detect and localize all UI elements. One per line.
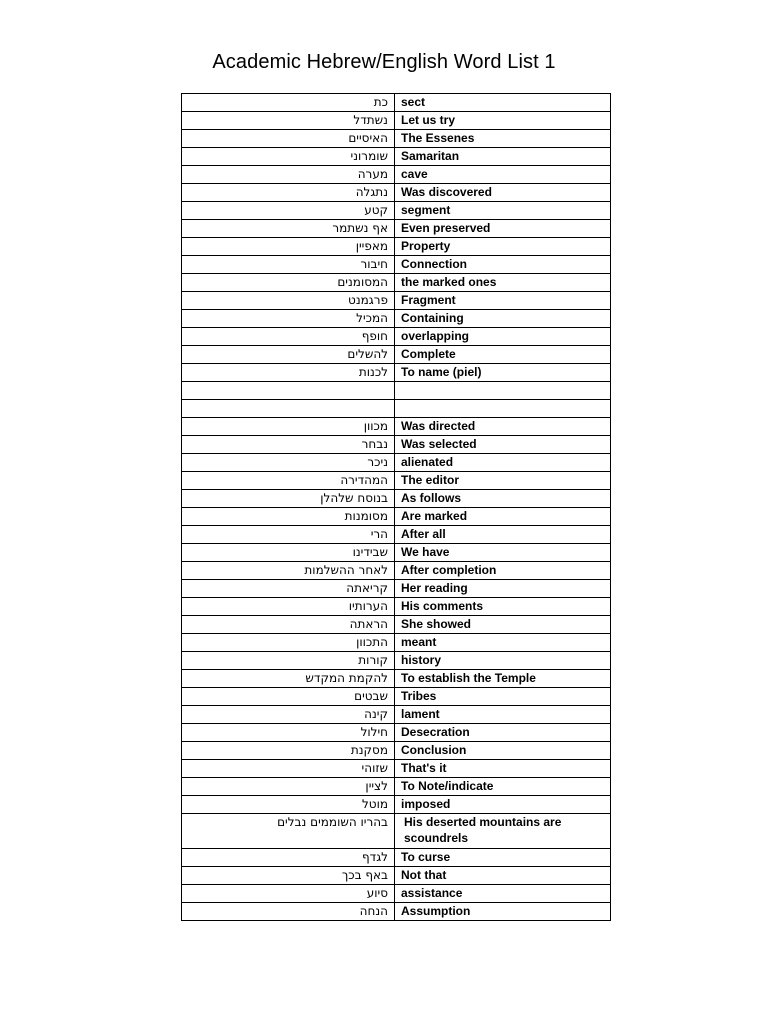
english-translation-cell: Was directed xyxy=(395,418,611,436)
table-row xyxy=(182,436,611,454)
english-translation-cell: history xyxy=(395,652,611,670)
table-row xyxy=(182,778,611,796)
table-row xyxy=(182,346,611,364)
table-row xyxy=(182,184,611,202)
hebrew-term-cell: מאפיין xyxy=(182,238,395,256)
english-translation-cell: Are marked xyxy=(395,508,611,526)
table-row xyxy=(182,94,611,112)
table-row xyxy=(182,814,611,849)
table-row xyxy=(182,652,611,670)
page-title: Academic Hebrew/English Word List 1 xyxy=(212,51,556,73)
hebrew-term-cell: שבטים xyxy=(182,688,395,706)
table-row xyxy=(182,544,611,562)
hebrew-term-cell: ניכר xyxy=(182,454,395,472)
table-row xyxy=(182,508,611,526)
table-row xyxy=(182,274,611,292)
english-translation-cell: Her reading xyxy=(395,580,611,598)
english-translation-cell: The Essenes xyxy=(395,130,611,148)
table-row xyxy=(182,562,611,580)
hebrew-term-cell: מסומנות xyxy=(182,508,395,526)
table-row xyxy=(182,526,611,544)
table-row xyxy=(182,166,611,184)
table-row xyxy=(182,472,611,490)
table-row xyxy=(182,670,611,688)
english-translation-cell: Complete xyxy=(395,346,611,364)
table-row xyxy=(182,202,611,220)
hebrew-term-cell: חופף xyxy=(182,328,395,346)
hebrew-term-cell: לכנות xyxy=(182,364,395,382)
hebrew-term-cell: הרי xyxy=(182,526,395,544)
table-row xyxy=(182,598,611,616)
english-translation-cell xyxy=(395,400,611,418)
table-row xyxy=(182,310,611,328)
english-translation-cell: The editor xyxy=(395,472,611,490)
english-translation-cell: overlapping xyxy=(395,328,611,346)
hebrew-term-cell: מכוון xyxy=(182,418,395,436)
hebrew-term-cell: חיבור xyxy=(182,256,395,274)
table-row xyxy=(182,760,611,778)
hebrew-term-cell: מערה xyxy=(182,166,395,184)
table-row xyxy=(182,490,611,508)
hebrew-term-cell: קינה xyxy=(182,706,395,724)
english-translation-cell: To curse xyxy=(395,849,611,867)
table-row xyxy=(182,867,611,885)
hebrew-term-cell: לציין xyxy=(182,778,395,796)
english-translation-cell: To establish the Temple xyxy=(395,670,611,688)
english-translation-cell: Was discovered xyxy=(395,184,611,202)
english-translation-cell: Property xyxy=(395,238,611,256)
hebrew-term-cell xyxy=(182,400,395,418)
english-translation-cell: alienated xyxy=(395,454,611,472)
english-translation-cell: assistance xyxy=(395,885,611,903)
english-translation-cell: cave xyxy=(395,166,611,184)
table-row xyxy=(182,706,611,724)
hebrew-term-cell: קטע xyxy=(182,202,395,220)
hebrew-term-cell xyxy=(182,382,395,400)
table-row xyxy=(182,292,611,310)
hebrew-term-cell: שבידינו xyxy=(182,544,395,562)
hebrew-term-cell: נשתדל xyxy=(182,112,395,130)
english-translation-cell: Let us try xyxy=(395,112,611,130)
english-translation-cell: To name (piel) xyxy=(395,364,611,382)
table-row xyxy=(182,454,611,472)
hebrew-term-cell: קריאתה xyxy=(182,580,395,598)
table-row xyxy=(182,616,611,634)
english-translation-cell: Even preserved xyxy=(395,220,611,238)
hebrew-term-cell: הנחה xyxy=(182,903,395,921)
word-list-table xyxy=(181,93,611,921)
english-translation-cell: After completion xyxy=(395,562,611,580)
hebrew-term-cell: חילול xyxy=(182,724,395,742)
table-row xyxy=(182,634,611,652)
english-translation-cell: Tribes xyxy=(395,688,611,706)
table-row xyxy=(182,796,611,814)
table-row xyxy=(182,328,611,346)
hebrew-term-cell: שזוהי xyxy=(182,760,395,778)
hebrew-term-cell: אף נשתמר xyxy=(182,220,395,238)
hebrew-term-cell: המכיל xyxy=(182,310,395,328)
hebrew-term-cell: לגדף xyxy=(182,849,395,867)
english-translation-cell: As follows xyxy=(395,490,611,508)
english-translation-cell: sect xyxy=(395,94,611,112)
word-list-body xyxy=(182,94,611,921)
english-translation-cell: Connection xyxy=(395,256,611,274)
hebrew-term-cell: נתגלה xyxy=(182,184,395,202)
english-translation-cell: His deserted mountains are scoundrels xyxy=(395,814,611,849)
table-row xyxy=(182,418,611,436)
hebrew-term-cell: הערותיו xyxy=(182,598,395,616)
table-row xyxy=(182,364,611,382)
hebrew-term-cell: בנוסח שלהלן xyxy=(182,490,395,508)
table-row xyxy=(182,742,611,760)
table-row xyxy=(182,382,611,400)
hebrew-term-cell: שומרוני xyxy=(182,148,395,166)
english-translation-cell: We have xyxy=(395,544,611,562)
table-row xyxy=(182,220,611,238)
english-translation-cell: Fragment xyxy=(395,292,611,310)
table-row xyxy=(182,688,611,706)
english-translation-cell: She showed xyxy=(395,616,611,634)
english-translation-cell: Was selected xyxy=(395,436,611,454)
table-row xyxy=(182,849,611,867)
english-translation-cell: Desecration xyxy=(395,724,611,742)
hebrew-term-cell: לאחר ההשלמות xyxy=(182,562,395,580)
hebrew-term-cell: המהדירה xyxy=(182,472,395,490)
table-row xyxy=(182,130,611,148)
table-row xyxy=(182,256,611,274)
hebrew-term-cell: מסקנת xyxy=(182,742,395,760)
english-translation-cell: meant xyxy=(395,634,611,652)
table-row xyxy=(182,903,611,921)
hebrew-term-cell: המסומנים xyxy=(182,274,395,292)
english-translation-cell: the marked ones xyxy=(395,274,611,292)
english-translation-cell: segment xyxy=(395,202,611,220)
table-row xyxy=(182,238,611,256)
table-row xyxy=(182,400,611,418)
table-row xyxy=(182,148,611,166)
english-translation-cell: Containing xyxy=(395,310,611,328)
english-translation-cell: Not that xyxy=(395,867,611,885)
table-row xyxy=(182,885,611,903)
hebrew-term-cell: כת xyxy=(182,94,395,112)
hebrew-term-cell: להשלים xyxy=(182,346,395,364)
english-translation-cell: His comments xyxy=(395,598,611,616)
hebrew-term-cell: להקמת המקדש xyxy=(182,670,395,688)
table-row xyxy=(182,724,611,742)
hebrew-term-cell: בהריו השוממים נבלים xyxy=(182,814,395,849)
table-row xyxy=(182,580,611,598)
hebrew-term-cell: באף בכך xyxy=(182,867,395,885)
english-translation-cell: Assumption xyxy=(395,903,611,921)
hebrew-term-cell: קורות xyxy=(182,652,395,670)
english-translation-cell: After all xyxy=(395,526,611,544)
english-translation-cell xyxy=(395,382,611,400)
hebrew-term-cell: נבחר xyxy=(182,436,395,454)
hebrew-term-cell: התכוון xyxy=(182,634,395,652)
hebrew-term-cell: האיסיים xyxy=(182,130,395,148)
english-translation-cell: To Note/indicate xyxy=(395,778,611,796)
english-translation-cell: That's it xyxy=(395,760,611,778)
hebrew-term-cell: פרגמנט xyxy=(182,292,395,310)
hebrew-term-cell: מוטל xyxy=(182,796,395,814)
english-translation-cell: Conclusion xyxy=(395,742,611,760)
hebrew-term-cell: הראתה xyxy=(182,616,395,634)
table-row xyxy=(182,112,611,130)
hebrew-term-cell: סיוע xyxy=(182,885,395,903)
english-translation-cell: imposed xyxy=(395,796,611,814)
english-translation-cell: lament xyxy=(395,706,611,724)
english-translation-cell: Samaritan xyxy=(395,148,611,166)
